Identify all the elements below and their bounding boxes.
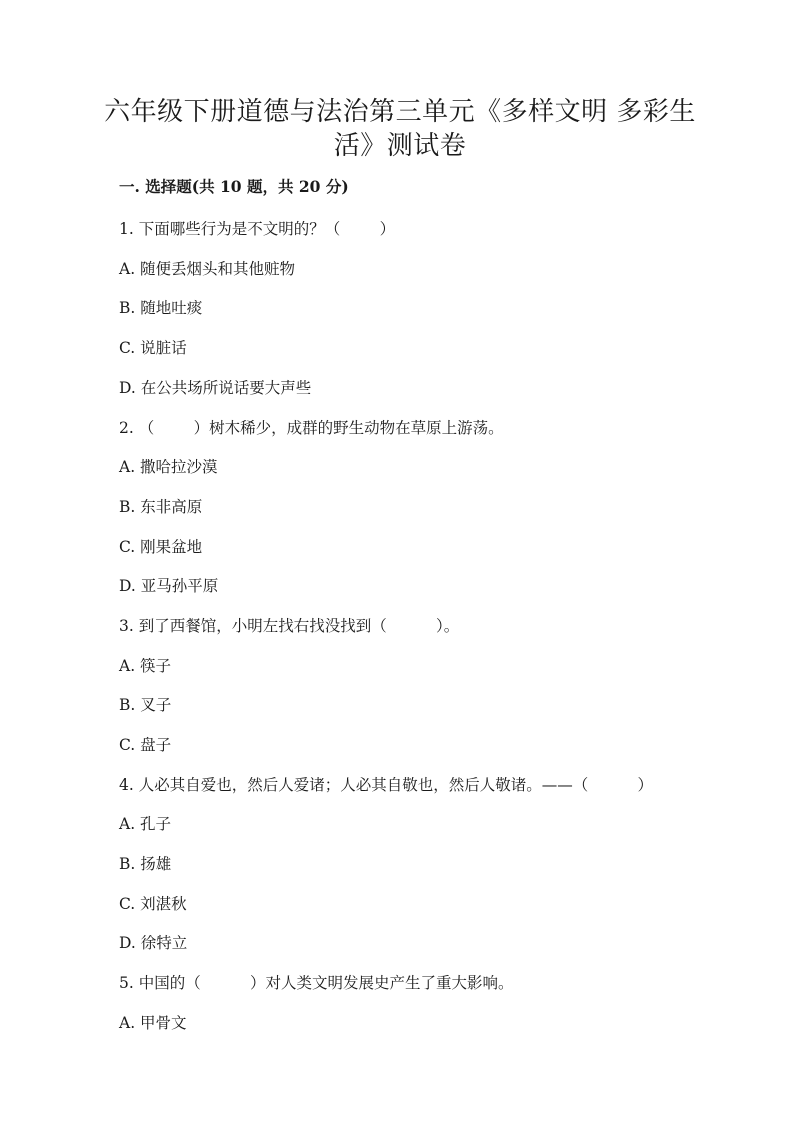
question-4-option-d: D. 徐特立 bbox=[119, 934, 188, 952]
question-2-option-c: C. 刚果盆地 bbox=[119, 538, 203, 556]
question-3-option-a: A. 筷子 bbox=[119, 657, 172, 675]
question-2-option-b: B. 东非高原 bbox=[119, 498, 203, 516]
question-4-option-b: B. 扬雄 bbox=[119, 855, 172, 873]
document-title-line-1: 六年级下册道德与法治第三单元《多样文明 多彩生 bbox=[104, 97, 696, 127]
question-3: 3. 到了西餐馆，小明左找右找没找到（ ）。 bbox=[119, 617, 460, 635]
question-4-option-a: A. 孔子 bbox=[119, 815, 172, 833]
question-2-option-d: D. 亚马孙平原 bbox=[119, 577, 219, 595]
question-5: 5. 中国的（ ）对人类文明发展史产生了重大影响。 bbox=[119, 974, 514, 992]
question-5-option-a: A. 甲骨文 bbox=[119, 1014, 187, 1032]
question-4: 4. 人必其自爱也，然后人爱诸；人必其自敬也，然后人敬诸。——（ ） bbox=[119, 776, 653, 794]
question-1-option-c: C. 说脏话 bbox=[119, 339, 187, 357]
question-3-option-c: C. 盘子 bbox=[119, 736, 172, 754]
question-3-option-b: B. 叉子 bbox=[119, 696, 172, 714]
question-4-option-c: C. 刘湛秋 bbox=[119, 895, 187, 913]
question-1-option-a: A. 随便丢烟头和其他赃物 bbox=[119, 260, 296, 278]
section-heading: 一. 选择题(共 10 题，共 20 分) bbox=[119, 177, 349, 196]
question-1-option-b: B. 随地吐痰 bbox=[119, 299, 203, 317]
question-2-option-a: A. 撒哈拉沙漠 bbox=[119, 458, 218, 476]
question-1: 1. 下面哪些行为是不文明的？（ ） bbox=[119, 220, 396, 238]
document-title-line-2: 活》测试卷 bbox=[333, 131, 467, 161]
question-2: 2. （ ）树木稀少，成群的野生动物在草原上游荡。 bbox=[119, 419, 504, 437]
question-1-option-d: D. 在公共场所说话要大声些 bbox=[119, 379, 312, 397]
